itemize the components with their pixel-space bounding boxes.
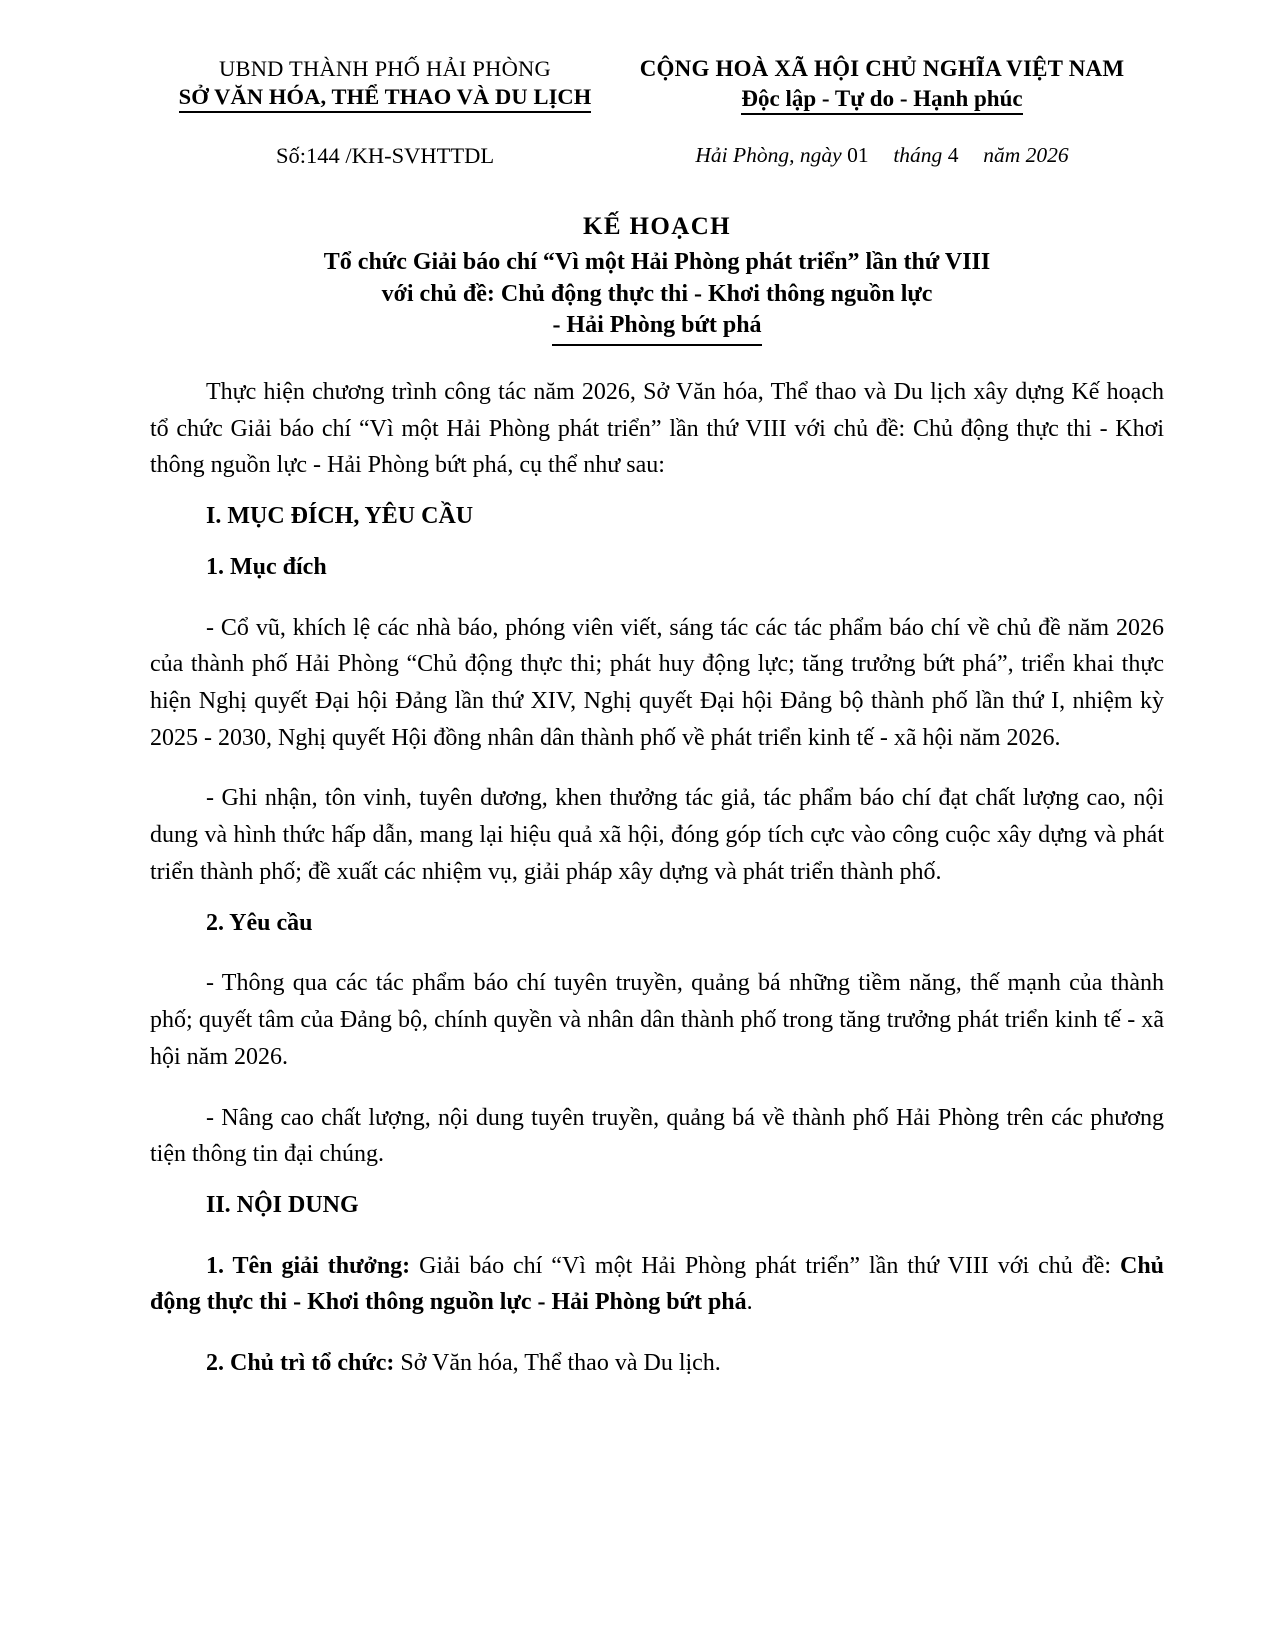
date-year-label: năm	[983, 143, 1021, 167]
issuing-authority-block	[150, 56, 600, 113]
document-place-date	[600, 143, 1164, 169]
issuing-authority-name: SỞ VĂN HÓA, THỂ THAO VÀ DU LỊCH	[179, 84, 592, 113]
document-subject	[150, 247, 1164, 346]
date-month: 4	[947, 143, 959, 167]
date-month-label: tháng	[893, 143, 943, 167]
award-name-text-a: Giải báo chí “Vì một Hải Phòng phát triển” lần thứ VIII với chủ đề:	[410, 1252, 1120, 1279]
requirement-paragraph-2: - Nâng cao chất lượng, nội dung tuyên truyền, quảng bá về thành phố Hải Phòng trên các phương tiện thông tin đại chúng.	[150, 1104, 1164, 1168]
document-body	[150, 374, 1164, 1382]
award-name-paragraph	[150, 1248, 1164, 1321]
organizer-paragraph	[150, 1345, 1164, 1382]
document-subject-line-2: với chủ đề: Chủ động thực thi - Khơi thông nguồn lực	[381, 280, 933, 307]
document-subheader	[150, 143, 1164, 169]
purpose-paragraph-2: - Ghi nhận, tôn vinh, tuyên dương, khen thưởng tác giả, tác phẩm báo chí đạt chất lượng cao, nội dung và hình thức hấp dẫn, mang lại hiệu quả xã hội, đóng góp tích cực vào công cuộc xây dựng và phát triển thành phố; đề xuất các nhiệm vụ, giải pháp xây dựng và phát triển thành phố.	[150, 785, 1164, 885]
document-header	[150, 56, 1164, 115]
date-day: 01	[847, 143, 869, 167]
document-title-block	[150, 213, 1164, 346]
award-name-text-c: .	[746, 1289, 753, 1316]
national-heading-block	[600, 56, 1164, 115]
subsection-heading-2: 2. Yêu cầu	[206, 909, 313, 936]
date-prefix: Hải Phòng, ngày	[695, 143, 842, 167]
national-motto: Độc lập - Tự do - Hạnh phúc	[741, 86, 1022, 115]
purpose-paragraph-1: - Cổ vũ, khích lệ các nhà báo, phóng viên viết, sáng tác các tác phẩm báo chí về chủ đề năm 2026 của thành phố Hải Phòng “Chủ động thực thi; phát huy động lực; tăng trưởng bứt phá”, triển khai thực hiện Nghị quyết Đại hội Đảng lần thứ XIV, Nghị quyết Đại hội Đảng bộ thành phố lần thứ I, nhiệm kỳ 2025 - 2030, Nghị quyết Hội đồng nhân dân thành phố về phát triển kinh tế - xã hội năm 2026.	[150, 614, 1164, 751]
award-name-theme: Chủ động thực thi - Khơi thông nguồn lực - Hải Phòng bứt phá	[150, 1252, 1165, 1316]
document-subject-line-1: Tổ chức Giải báo chí “Vì một Hải Phòng phát triển” lần thứ VIII	[323, 249, 991, 275]
organizer-text: Sở Văn hóa, Thể thao và Du lịch.	[394, 1350, 721, 1377]
award-name-label: 1. Tên giải thưởng:	[206, 1252, 411, 1279]
requirement-paragraph-1: - Thông qua các tác phẩm báo chí tuyên truyền, quảng bá những tiềm năng, thế mạnh của thành phố; quyết tâm của Đảng bộ, chính quyền và nhân dân thành phố trong tăng trưởng phát triển kinh tế - xã hội năm 2026.	[150, 970, 1164, 1070]
issuing-authority-parent: UBND THÀNH PHỐ HẢI PHÒNG	[219, 56, 551, 81]
section-heading-i: I. MỤC ĐÍCH, YÊU CẦU	[206, 503, 474, 530]
document-type-title: KẾ HOẠCH	[582, 213, 732, 240]
intro-paragraph: Thực hiện chương trình công tác năm 2026, Sở Văn hóa, Thể thao và Du lịch xây dựng Kế hoạch tổ chức Giải báo chí “Vì một Hải Phòng phát triển” lần thứ VIII với chủ đề: Chủ động thực thi - Khơi thông nguồn lực - Hải Phòng bứt phá, cụ thể như sau:	[150, 379, 1164, 479]
organizer-label: 2. Chủ trì tổ chức:	[206, 1350, 395, 1377]
section-heading-ii: II. NỘI DUNG	[206, 1191, 359, 1218]
document-number: Số:144 /KH-SVHTTDL	[275, 143, 495, 168]
national-title: CỘNG HOÀ XÃ HỘI CHỦ NGHĨA VIỆT NAM	[639, 56, 1125, 81]
document-subject-line-3: - Hải Phòng bứt phá	[552, 310, 761, 346]
date-year: 2026	[1025, 143, 1069, 167]
subsection-heading-1: 1. Mục đích	[206, 553, 327, 580]
